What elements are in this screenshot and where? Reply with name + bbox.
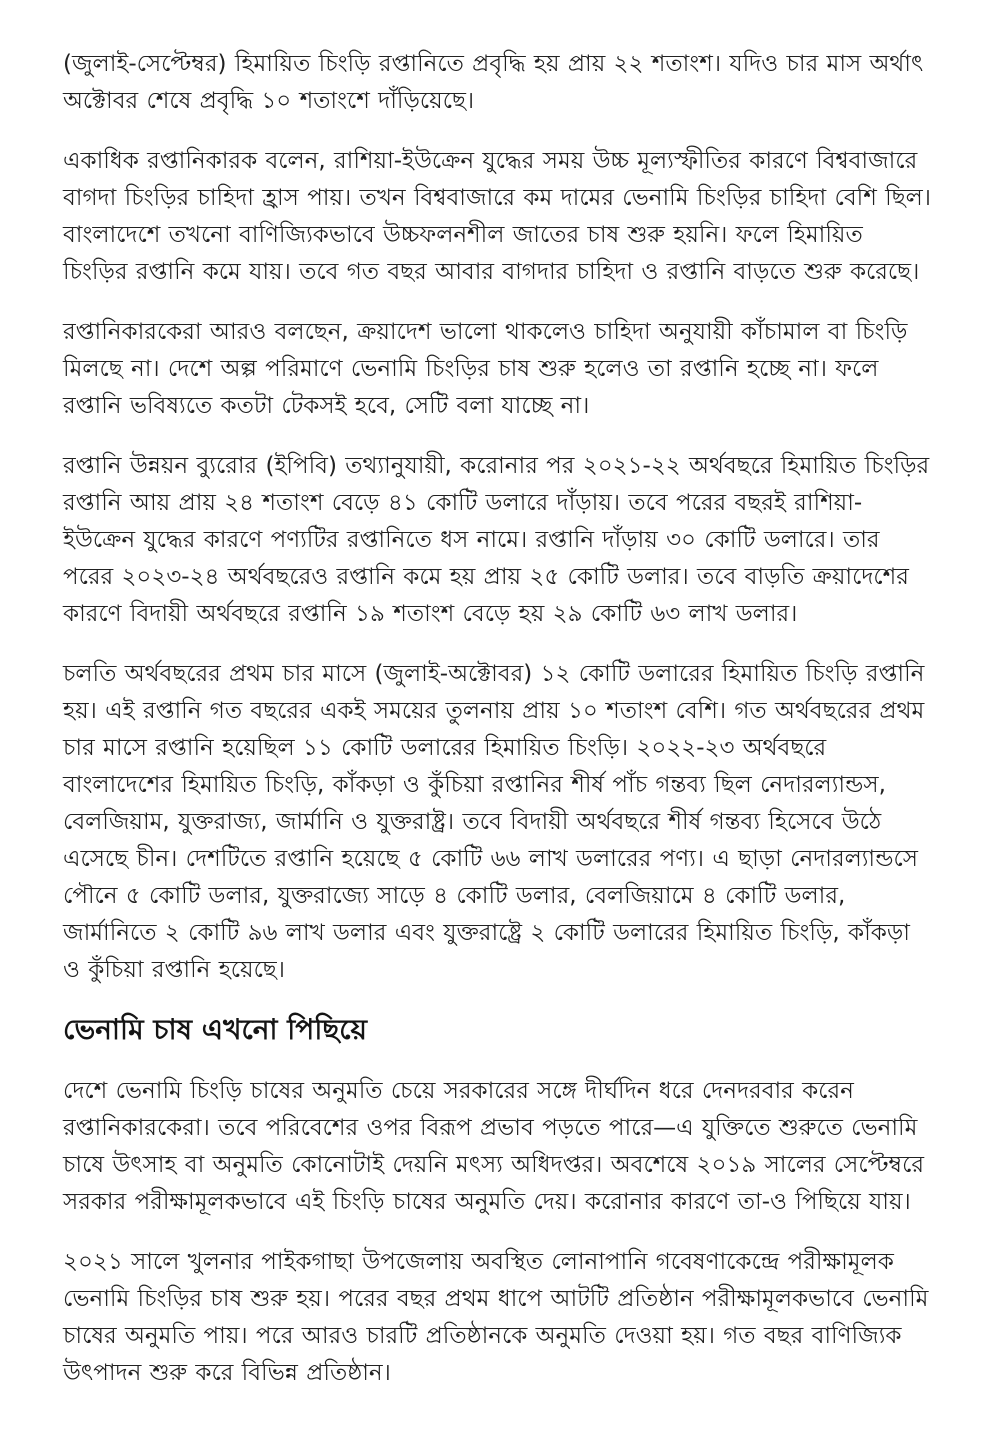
article-paragraph: (জুলাই-সেপ্টেম্বর) হিমায়িত চিংড়ি রপ্তানিতে প্রবৃদ্ধি হয় প্রায় ২২ শতাংশ। যদিও চার মাস অর্থাৎ অক্টোবর শেষে প্রবৃদ্ধি ১০ শতাংশে দাঁড়িয়েছে।: [63, 51, 924, 114]
article-paragraph: দেশে ভেনামি চিংড়ি চাষের অনুমতি চেয়ে সরকারের সঙ্গে দীর্ঘদিন ধরে দেনদরবার করেন রপ্তানিকারকেরা। তবে পরিবেশের ওপর বিরূপ প্রভাব পড়তে পারে—এ যুক্তিতে শুরুতে ভেনামি চাষে উৎসাহ বা অনুমতি কোনোটাই দেয়নি মৎস্য অধিদপ্তর। অবশেষে ২০১৯ সালের সেপ্টেম্বরে সরকার পরীক্ষামূলকভাবে এই চিংড়ি চাষের অনুমতি দেয়। করোনার কারণে তা-ও পিছিয়ে যায়।: [63, 1078, 924, 1215]
article-body: [63, 46, 933, 1392]
article-paragraph: ২০২১ সালে খুলনার পাইকগাছা উপজেলায় অবস্থিত লোনাপানি গবেষণাকেন্দ্রে পরীক্ষামূলক ভেনামি চিংড়ির চাষ শুরু হয়। পরের বছর প্রথম ধাপে আটটি প্রতিষ্ঠান পরীক্ষামূলকভাবে ভেনামি চাষের অনুমতি পায়। পরে আরও চারটি প্রতিষ্ঠানকে অনুমতি দেওয়া হয়। গত বছর বাণিজ্যিক উৎপাদন শুরু করে বিভিন্ন প্রতিষ্ঠান।: [63, 1249, 929, 1386]
article-paragraph: রপ্তানিকারকেরা আরও বলছেন, ক্রয়াদেশ ভালো থাকলেও চাহিদা অনুযায়ী কাঁচামাল বা চিংড়ি মিলছে না। দেশে অল্প পরিমাণে ভেনামি চিংড়ির চাষ শুরু হলেও তা রপ্তানি হচ্ছে না। ফলে রপ্তানি ভবিষ্যতে কতটা টেকসই হবে, সেটি বলা যাচ্ছে না।: [63, 319, 908, 419]
article-paragraph: রপ্তানি উন্নয়ন ব্যুরোর (ইপিবি) তথ্যানুযায়ী, করোনার পর ২০২১-২২ অর্থবছরে হিমায়িত চিংড়ির রপ্তানি আয় প্রায় ২৪ শতাংশ বেড়ে ৪১ কোটি ডলারে দাঁড়ায়। তবে পরের বছরই রাশিয়া-ইউক্রেন যুদ্ধের কারণে পণ্যটির রপ্তানিতে ধস নামে। রপ্তানি দাঁড়ায় ৩০ কোটি ডলারে। তার পরের ২০২৩-২৪ অর্থবছরেও রপ্তানি কমে হয় প্রায় ২৫ কোটি ডলার। তবে বাড়তি ক্রয়াদেশের কারণে বিদায়ী অর্থবছরে রপ্তানি ১৯ শতাংশ বেড়ে হয় ২৯ কোটি ৬৩ লাখ ডলার।: [63, 453, 930, 627]
section-heading: ভেনামি চাষ এখনো পিছিয়ে: [63, 1013, 368, 1046]
article-paragraph: একাধিক রপ্তানিকারক বলেন, রাশিয়া-ইউক্রেন যুদ্ধের সময় উচ্চ মূল্যস্ফীতির কারণে বিশ্ববাজারে বাগদা চিংড়ির চাহিদা হ্রাস পায়। তখন বিশ্ববাজারে কম দামের ভেনামি চিংড়ির চাহিদা বেশি ছিল। বাংলাদেশে তখনো বাণিজ্যিকভাবে উচ্চফলনশীল জাতের চাষ শুরু হয়নি। ফলে হিমায়িত চিংড়ির রপ্তানি কমে যায়। তবে গত বছর আবার বাগদার চাহিদা ও রপ্তানি বাড়তে শুরু করেছে।: [63, 148, 931, 285]
article-paragraph: চলতি অর্থবছরের প্রথম চার মাসে (জুলাই-অক্টোবর) ১২ কোটি ডলারের হিমায়িত চিংড়ি রপ্তানি হয়। এই রপ্তানি গত বছরের একই সময়ের তুলনায় প্রায় ১০ শতাংশ বেশি। গত অর্থবছরের প্রথম চার মাসে রপ্তানি হয়েছিল ১১ কোটি ডলারের হিমায়িত চিংড়ি। ২০২২-২৩ অর্থবছরে বাংলাদেশের হিমায়িত চিংড়ি, কাঁকড়া ও কুঁচিয়া রপ্তানির শীর্ষ পাঁচ গন্তব্য ছিল নেদারল্যান্ডস, বেলজিয়াম, যুক্তরাজ্য, জার্মানি ও যুক্তরাষ্ট্র। তবে বিদায়ী অর্থবছরে শীর্ষ গন্তব্য হিসেবে উঠে এসেছে চীন। দেশটিতে রপ্তানি হয়েছে ৫ কোটি ৬৬ লাখ ডলারের পণ্য। এ ছাড়া নেদারল্যান্ডসে পৌনে ৫ কোটি ডলার, যুক্তরাজ্যে সাড়ে ৪ কোটি ডলার, বেলজিয়ামে ৪ কোটি ডলার, জার্মানিতে ২ কোটি ৯৬ লাখ ডলার এবং যুক্তরাষ্ট্রে ২ কোটি ডলারের হিমায়িত চিংড়ি, কাঁকড়া ও কুঁচিয়া রপ্তানি হয়েছে।: [63, 661, 925, 983]
